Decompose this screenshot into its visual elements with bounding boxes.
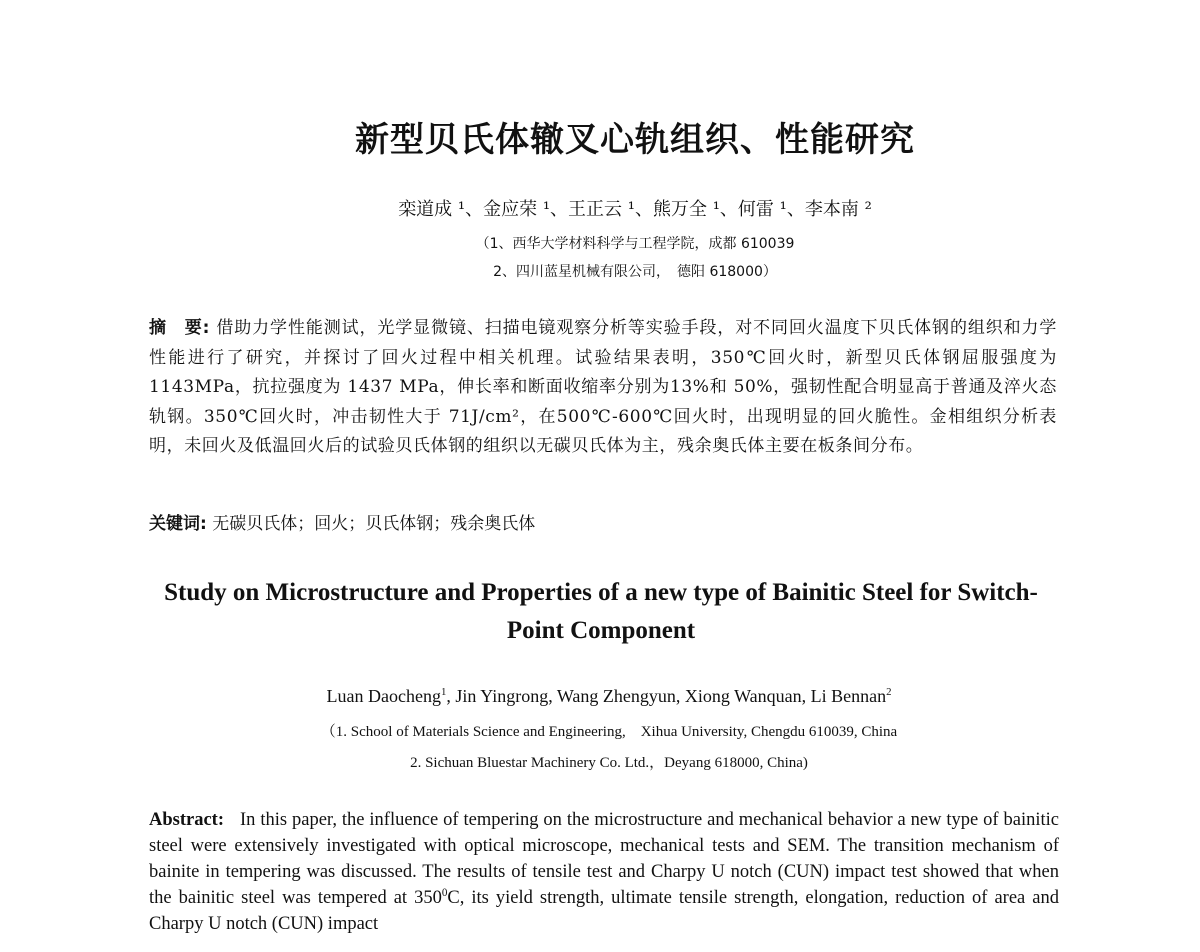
author-first-superscript: 1 bbox=[440, 686, 447, 698]
author-first: Luan Daocheng bbox=[326, 686, 441, 706]
chinese-keywords bbox=[149, 509, 535, 534]
chinese-abstract-label: 摘 要: bbox=[149, 318, 211, 338]
degree-superscript: 0 bbox=[441, 886, 448, 899]
english-abstract-text-1: In this paper, the influence of tempering on the microstructure and mechanical behavior a new type of bainitic steel were extensively investigated with optical microscope, mechanical tests and SEM. The transition mechanism of bainite in tempering was discussed. The results of tensile test and Charpy U notch (CUN) impact test showed that when the bainitic steel was tempered at 350 bbox=[149, 810, 1059, 908]
english-abstract-label: Abstract: bbox=[149, 810, 225, 830]
chinese-abstract-text: 借助力学性能测试，光学显微镜、扫描电镜观察分析等实验手段，对不同回火温度下贝氏体钢的组织和力学性能进行了研究，并探讨了回火过程中相关机理。试验结果表明，350℃回火时，新型贝氏体钢屈服强度为 1143MPa，抗拉强度为 1437 MPa，伸长率和断面收缩率分别为13%和 50%，强韧性配合明显高于普通及淬火态轨钢。350℃回火时，冲击韧性大于 71J/cm²，在500℃-600℃回火时，出现明显的回火脆性。金相组织分析表明，未回火及低温回火后的试验贝氏体钢的组织以无碳贝氏体为主，残余奥氏体主要在板条间分布。 bbox=[149, 318, 1057, 456]
english-affiliation-1: （1. School of Materials Science and Engineering, Xihua University, Chengdu 610039, China bbox=[320, 724, 898, 740]
chinese-keywords-label: 关键词: bbox=[149, 514, 207, 534]
english-abstract-text-2: C, its yield strength, ultimate tensile strength, elongation, reduction of area and Charpy U notch (CUN) impact bbox=[149, 888, 1060, 934]
author-rest: , Jin Yingrong, Wang Zhengyun, Xiong Wanquan, Li Bennan bbox=[446, 686, 887, 706]
chinese-affiliation-1: （1、西华大学材料科学与工程学院，成都 610039 bbox=[475, 236, 795, 252]
chinese-affiliation-2: 2、四川蓝星机械有限公司， 德阳 618000） bbox=[493, 264, 777, 280]
chinese-title: 新型贝氏体辙叉心轨组织、性能研究 bbox=[355, 120, 915, 160]
english-affiliation-2: 2. Sichuan Bluestar Machinery Co. Ltd.，Deyang 618000, China) bbox=[410, 755, 808, 771]
english-abstract bbox=[149, 807, 1059, 937]
chinese-keywords-text: 无碳贝氏体；回火；贝氏体钢；残余奥氏体 bbox=[206, 514, 536, 534]
chinese-authors: 栾道成 ¹、金应荣 ¹、王正云 ¹、熊万全 ¹、何雷 ¹、李本南 ² bbox=[398, 199, 872, 220]
chinese-abstract bbox=[149, 314, 1057, 462]
english-title: Study on Microstructure and Properties of a new type of Bainitic Steel for Switch-Point Component bbox=[164, 579, 1038, 644]
author-last-superscript: 2 bbox=[886, 686, 892, 698]
english-authors bbox=[0, 686, 1200, 707]
